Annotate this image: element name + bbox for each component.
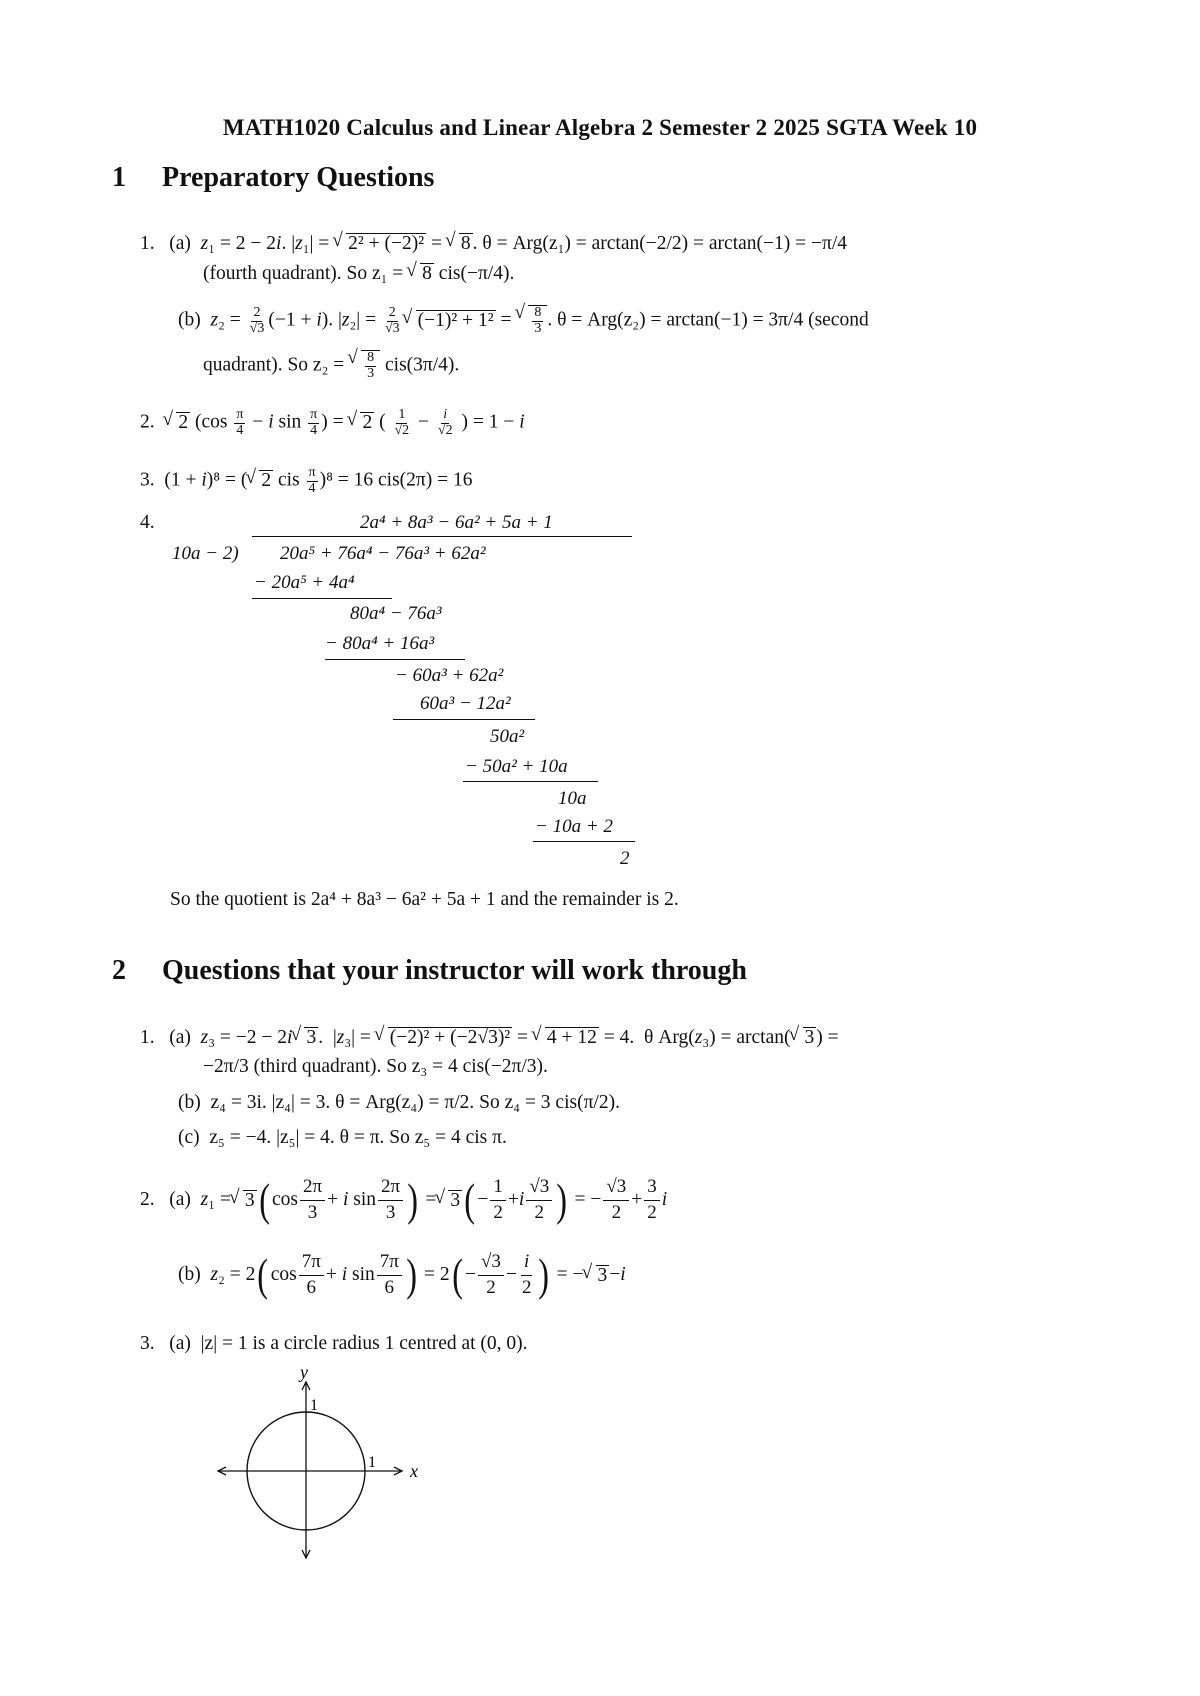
instr-q1a-line2: −2π/3 (third quadrant). So z₃ = 4 cis(−2π/3). [203, 1056, 548, 1077]
division-step: 60a³ − 12a² [420, 693, 511, 714]
division-step: 50a² [490, 726, 525, 747]
division-step: 80a⁴ − 76a³ [350, 603, 442, 624]
division-dividend: 20a⁵ + 76a⁴ − 76a³ + 62a² [280, 543, 486, 564]
division-quotient: 2a⁴ + 8a³ − 6a² + 5a + 1 [360, 512, 553, 533]
prep-q1a-line1: 1. (a) z₁ = 2 − 2i. |z₁| = √ 2² + (−2)² = √ 8 . θ = Arg(z₁) = arctan(−2/2) = arctan(−1) = −π/4 [140, 233, 847, 254]
division-step: − 50a² + 10a [465, 756, 568, 777]
division-divisor: 10a − 2) [172, 543, 239, 564]
division-rule [463, 781, 598, 782]
x-axis-label: x [410, 1461, 418, 1481]
division-step: − 80a⁴ + 16a³ [325, 633, 435, 654]
section-title: Preparatory Questions [162, 162, 435, 193]
instr-q2b: (b) z ₂ = 2 ( cos 7π 6 + i sin 7π 6 ) = 2 ( − √3 2 − i 2 ) = − √ 3 − i [178, 1245, 626, 1305]
instr-q2a: 2. (a) z ₁ = √ 3 ( cos 2π 3 + i sin 2π 3 ) = √ 3 ( − 1 2 + i √3 2 ) = − √3 2 + 3 2 i [140, 1170, 667, 1230]
prep-q4-label: 4. [140, 512, 155, 533]
document-title: MATH1020 Calculus and Linear Algebra 2 Semester 2 2025 SGTA Week 10 [222, 115, 978, 140]
division-step: 10a [558, 788, 587, 809]
instr-q1a-line1: 1. (a) z₃ = −2 − 2i√ 3 . |z₃| = √ (−2)² + (−2√3)² = √ 4 + 12 = 4. θ Arg(z₃) = arctan(√ 3 ) = [140, 1027, 839, 1048]
division-step: − 60a³ + 62a² [395, 665, 504, 686]
prep-q1b-line1: (b) z₂ = $\frac{2}{√3}$ (−1 + i). |z₂| = $\frac{2}{√3}$ √ (−1)² + 1² = √ $\frac{8}{3}$ . θ = Arg(z₂) = arctan(−1) = 3π/4 (second [178, 305, 869, 336]
division-rule [252, 598, 392, 599]
unit-circle-graph [212, 1360, 432, 1570]
division-rule [393, 719, 535, 720]
prep-q1a-line2: (fourth quadrant). So z₁ = √ 8 cis(−π/4). [203, 263, 514, 284]
prep-q1b-line2: quadrant). So z₂ = √ $\frac{8}{3}$ cis(3π/4). [203, 350, 459, 381]
division-bar [252, 536, 632, 537]
division-step: − 20a⁵ + 4a⁴ [254, 572, 355, 593]
division-rule [325, 659, 465, 660]
y-tick-label: 1 [310, 1397, 318, 1414]
instr-q3a: 3. (a) |z| = 1 is a circle radius 1 centred at (0, 0). [140, 1333, 528, 1354]
division-step: 2 [620, 848, 630, 869]
section-number: 2 [112, 955, 126, 986]
section-heading-2 [112, 955, 747, 987]
instr-q1c: (c) z₅ = −4. |z₅| = 4. θ = π. So z₅ = 4 cis π. [178, 1127, 507, 1148]
division-step: − 10a + 2 [535, 816, 613, 837]
y-axis-label: y [300, 1362, 308, 1382]
instr-q1b: (b) z₄ = 3i. |z₄| = 3. θ = Arg(z₄) = π/2. So z₄ = 3 cis(π/2). [178, 1092, 620, 1113]
prep-q2: 2. √ 2 (cos $\frac{\pi}{4}$ − i sin $\frac{\pi}{4}$ ) = √ 2 ( $\frac{1}{√2}$ − $\frac{i}{√2}$ ) = 1 − i [140, 408, 525, 438]
x-tick-label: 1 [368, 1454, 376, 1471]
prep-q3: 3. (1 + i)⁸ = (√ 2 cis $\frac{\pi}{4}$ )⁸ = 16 cis(2π) = 16 [140, 466, 473, 496]
section-number: 1 [112, 162, 126, 193]
section-heading-1 [112, 162, 434, 194]
section-title: Questions that your instructor will work through [162, 955, 747, 986]
division-rule [533, 841, 635, 842]
prep-q4-conclusion: So the quotient is 2a⁴ + 8a³ − 6a² + 5a + 1 and the remainder is 2. [170, 889, 679, 910]
